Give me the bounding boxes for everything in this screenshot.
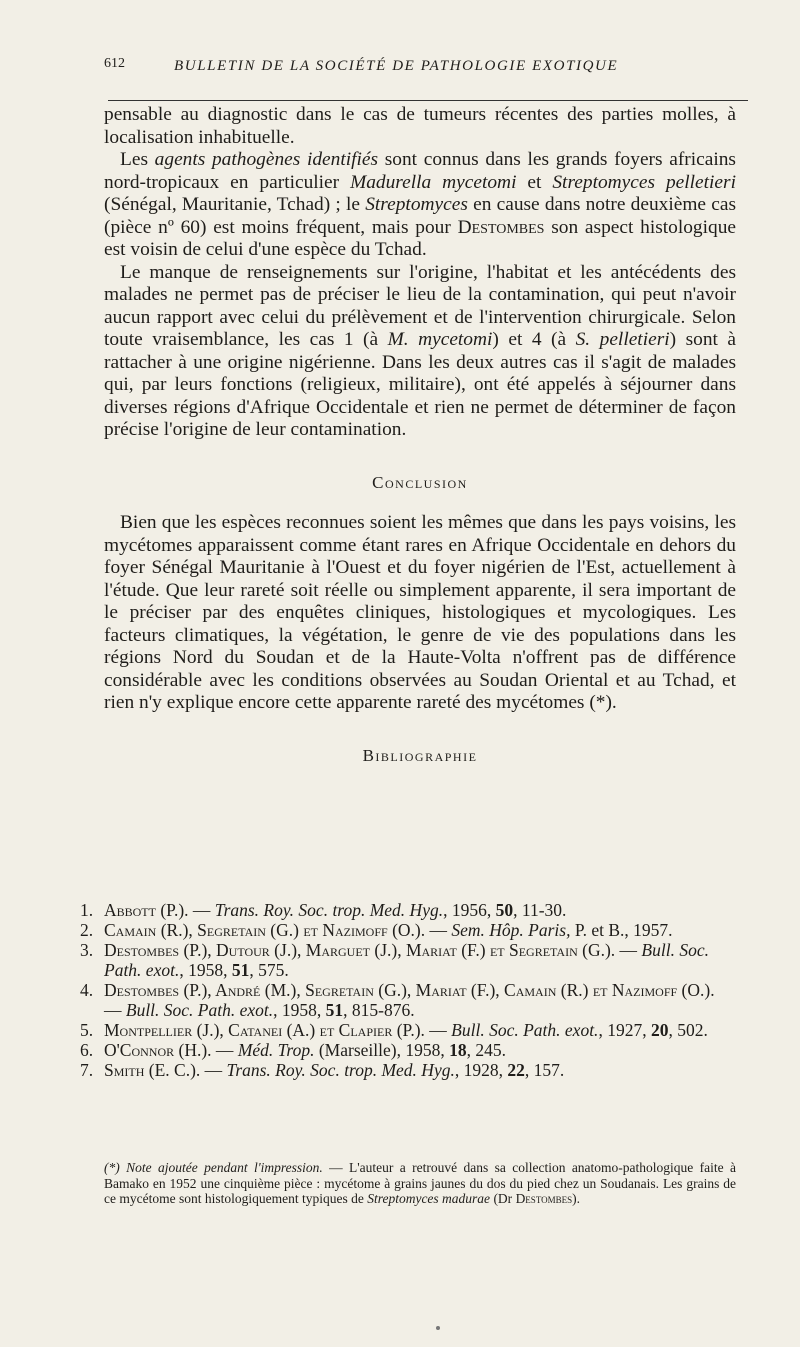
reference-year: (Marseille), 1958,	[314, 1040, 450, 1060]
reference-year: , 1956,	[443, 900, 496, 920]
footnote-text: ).	[572, 1191, 581, 1206]
author-name: Destombes	[515, 1191, 573, 1206]
reference-pages: , 245.	[466, 1040, 506, 1060]
reference-journal: Trans. Roy. Soc. trop. Med. Hyg.	[226, 1060, 455, 1080]
text-run: son aspect histologique est voisin de celui d'une espèce du Tchad.	[104, 216, 736, 260]
reference-item	[80, 900, 720, 920]
reference-number: 7.	[80, 1060, 94, 1080]
reference-year: , 1928,	[454, 1060, 508, 1080]
text-run: et	[516, 171, 553, 193]
reference-number: 4.	[80, 980, 94, 1000]
text-run: Le manque de renseignements sur l'origine, l'habitat et les antécédents des malades ne permet pas de préciser le lieu de la contamination, qui peut n'avoir aucun rapport avec celui du prélèvement et de l'intervention chirurgicale. Selon toute vraisemblance, les cas 1 (à	[104, 261, 736, 350]
paragraph	[104, 149, 736, 262]
reference-item	[80, 1020, 720, 1040]
reference-pages: , 575.	[249, 960, 289, 980]
species-name: M. mycetomi	[387, 329, 493, 350]
reference-journal: Méd. Trop.	[237, 1040, 315, 1060]
reference-number: 2.	[80, 920, 94, 940]
reference-year: , 1927,	[598, 1020, 651, 1040]
reference-journal: Bull. Soc. Path. exot.	[125, 1000, 274, 1020]
species-name: Streptomyces	[365, 194, 468, 215]
species-name: Madurella mycetomi	[350, 171, 517, 193]
reference-item	[80, 980, 720, 1020]
text-run: sont connus dans les grands foyers africains nord-tropicaux en particulier	[104, 149, 736, 193]
reference-pages: , 11-30.	[513, 900, 567, 920]
footnote	[104, 1160, 736, 1207]
reference-pages: , 815-876.	[343, 1000, 415, 1020]
reference-number: 3.	[80, 940, 94, 960]
page-header	[104, 50, 744, 80]
running-title: BULLETIN DE LA SOCIÉTÉ DE PATHOLOGIE EXOTIQUE	[174, 58, 619, 74]
reference-volume: 51	[325, 1000, 344, 1020]
reference-pages: , 502.	[668, 1020, 708, 1040]
text-run: (Sénégal, Mauritanie, Tchad) ; le	[104, 194, 366, 215]
reference-authors: Camain (R.), Segretain (G.) et Nazimoff (O.). —	[104, 920, 452, 940]
footnote-lead: (*) Note ajoutée pendant l'impression.	[104, 1160, 323, 1175]
body-text	[104, 104, 736, 785]
reference-authors: Montpellier (J.), Catanei (A.) et Clapier (P.). —	[104, 1020, 452, 1040]
reference-journal: Bull. Soc. Path. exot.	[104, 940, 709, 980]
page-number: 612	[104, 56, 125, 71]
author-name: Destombes	[457, 216, 545, 238]
reference-authors: Smith (E. C.). —	[104, 1060, 227, 1080]
print-speck	[436, 1326, 440, 1330]
reference-year: P. et B., 1957.	[570, 920, 673, 940]
reference-item	[80, 920, 720, 940]
paragraph: Bien que les espèces reconnues soient les mêmes que dans les pays voisins, les mycétomes apparaissent comme étant rares en Afrique Occidentale en dehors du foyer Sénégal Mauritanie à l'Ouest et du foyer nigérien de l'Est, actuellement à l'étude. Que leur rareté soit réelle ou simplement apparente, il sera important de le préciser par des enquêtes cliniques, histologiques et mycologiques. Les facteurs climatiques, la végétation, le genre de vie des populations dans les régions Nord du Soudan et de la Haute-Volta n'offrent pas de différence considérable avec les conditions observées au Soudan Oriental et au Tchad, et rien n'y explique encore cette apparente rareté des mycétomes (*).	[104, 512, 736, 713]
reference-list	[80, 900, 720, 1080]
text-run: Les	[120, 149, 155, 170]
species-name: Streptomyces madurae	[367, 1191, 491, 1206]
text-run: en cause dans notre deuxième cas (pièce nº 60) est moins fréquent, mais pour	[104, 194, 736, 238]
reference-authors: O'Connor (H.). —	[104, 1040, 238, 1060]
reference-item	[80, 1060, 720, 1080]
reference-journal: Trans. Roy. Soc. trop. Med. Hyg.	[214, 900, 444, 920]
species-name: Streptomyces pelletieri	[552, 171, 736, 193]
bibliography-heading: Bibliographie	[362, 745, 478, 765]
reference-item	[80, 940, 720, 980]
text-run: ) sont à rattacher à une origine nigérienne. Dans les deux autres cas il s'agit de malades qui, par leurs fonctions (religieux, militaire), ont été appelés à séjourner dans diverses régions d'Afrique Occidentale et rien ne permet de déterminer de façon précise l'origine de leur contamination.	[104, 329, 736, 440]
reference-number: 6.	[80, 1040, 94, 1060]
text-run: agents pathogènes identifiés	[154, 149, 379, 170]
header-rule	[108, 100, 748, 101]
text-run: ) et 4 (à	[492, 329, 576, 350]
reference-volume: 51	[231, 960, 250, 980]
reference-year: , 1958,	[179, 960, 232, 980]
paragraph: pensable au diagnostic dans le cas de tumeurs récentes des parties molles, à localisation inhabituelle.	[104, 104, 736, 148]
species-name: S. pelletieri	[575, 329, 670, 350]
reference-journal: Bull. Soc. Path. exot.	[451, 1020, 599, 1040]
reference-volume: 22	[507, 1060, 525, 1080]
reference-authors: Abbott (P.). —	[104, 900, 215, 920]
reference-volume: 20	[650, 1020, 669, 1040]
footnote-text: (Dr	[490, 1191, 516, 1206]
reference-number: 1.	[80, 900, 94, 920]
reference-volume: 18	[449, 1040, 467, 1060]
reference-authors: Destombes (P.), Dutour (J.), Marguet (J.), Mariat (F.) et Segretain (G.). —	[104, 940, 642, 960]
reference-pages: , 157.	[524, 1060, 565, 1080]
reference-authors: Destombes (P.), André (M.), Segretain (G.), Mariat (F.), Camain (R.) et Nazimoff (O.). —	[104, 980, 715, 1020]
reference-volume: 50	[495, 900, 514, 920]
reference-year: , 1958,	[273, 1000, 326, 1020]
reference-item	[80, 1040, 720, 1060]
reference-journal: Sem. Hôp. Paris,	[451, 920, 571, 940]
footnote-text: — L'auteur a retrouvé dans sa collection anatomo-pathologique faite à Bamako en 1952 une cinquième pièce : mycétome à grains jaunes du dos du pied chez un Soudanais. Les grains de ce mycétome sont histologiquement typiques de	[104, 1160, 736, 1206]
reference-number: 5.	[80, 1020, 94, 1040]
paragraph	[104, 262, 736, 442]
conclusion-heading: Conclusion	[372, 472, 468, 492]
